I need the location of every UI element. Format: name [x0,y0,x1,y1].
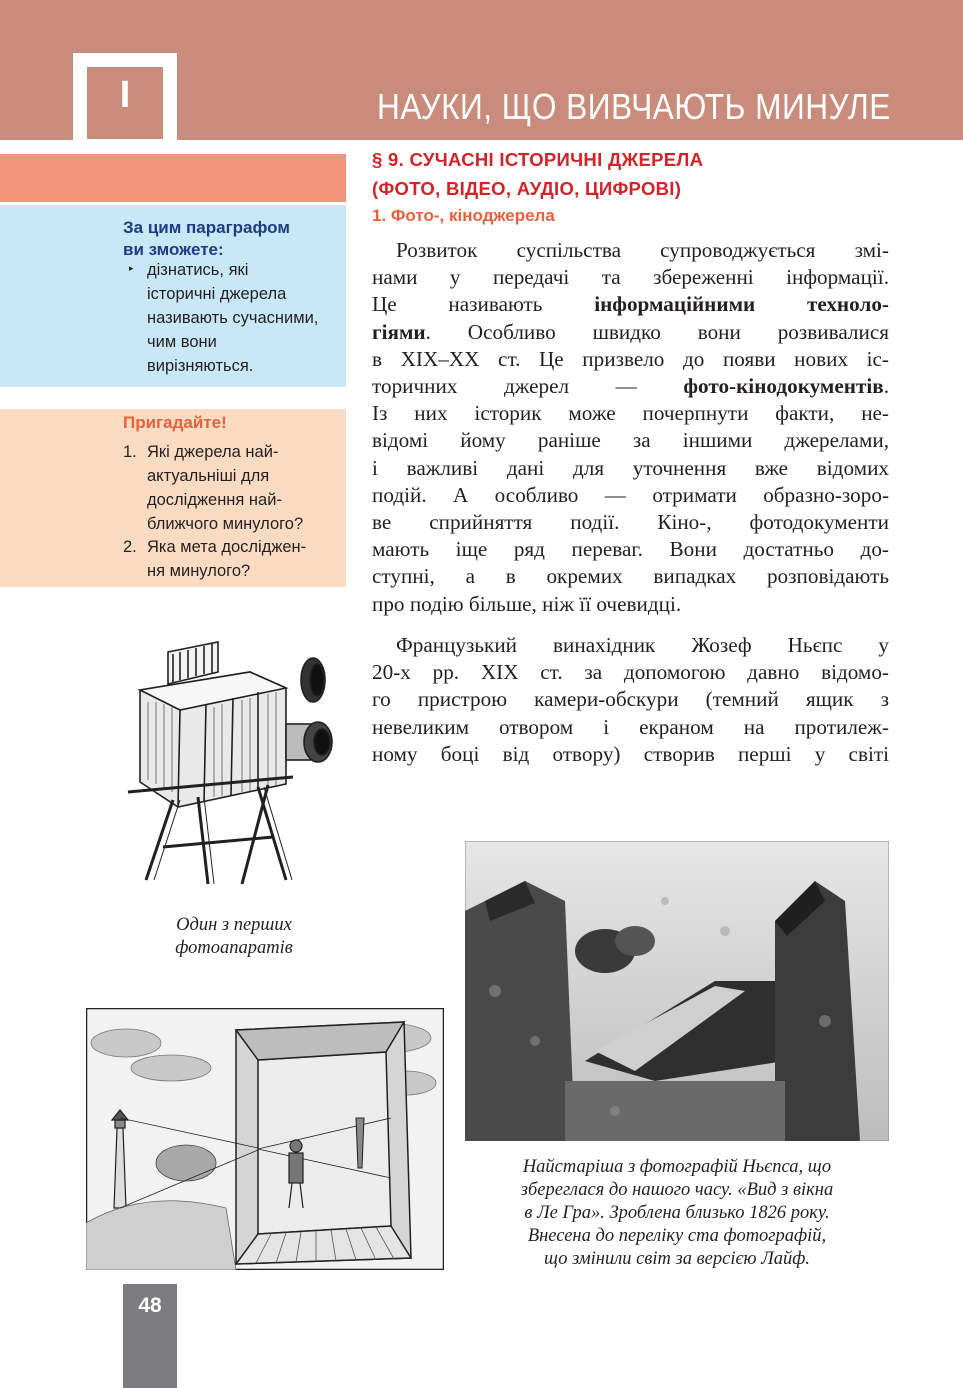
camera-caption: Один з перших фотоапаратів [175,915,293,958]
key-term: інформаційними техноло- [594,292,889,317]
goals-item: дізнатись, які історичні джерела називають сучасними, чим вони вирізняються. [147,261,319,375]
sidebar-accent-bar [0,154,346,202]
niepce-photograph [465,841,889,1141]
early-camera-illustration [118,632,350,894]
recall-box: Пригадайте! 1. Які джерела най- актуальніші для дослідження най- ближчого минулого? 2. Яка мета досліджен- ня минулого? [0,409,346,587]
key-term: фото-кінодокументів [683,374,884,399]
goals-title: За цим параграфом ви зможете: [123,218,290,259]
section-title: НАУКИ, ЩО ВИВЧАЮТЬ МИНУЛЕ [377,86,891,127]
page-number: 48 [138,1294,162,1317]
key-term: гіями [372,319,426,344]
subheading: 1. Фото-, кіноджерела [372,206,555,225]
bullet-icon: ▸ [129,263,134,273]
goals-box [0,205,346,387]
paragraph-title: § 9. СУЧАСНІ ІСТОРИЧНІ ДЖЕРЕЛА (ФОТО, ВІДЕО, АУДІО, ЦИФРОВІ) [372,149,704,199]
body-paragraph-2: Французький винахідник Жозеф Ньєпс у 20-х рр. XIX ст. за допомогою давно відомо- го пристрою камери-обскури (темний ящик з невеликим отвором і екраном на протилеж- ному боці від отвору) створив перші у світі [372,633,889,766]
niepce-photo-caption: Найстаріша з фотографій Ньєпса, що збереглася до нашого часу. «Вид з вікна в Ле Гра». Зроблена близько 1826 року. Внесена до переліку ста фотографій, що змінили світ за версією Лайф. [520,1157,834,1269]
recall-title: Пригадайте! [123,413,227,432]
camera-obscura-engraving [86,1008,444,1270]
body-paragraph-1: Розвиток суспільства супроводжується змі- нами у передачі та збереженні інформації. Це називають інформаційними техноло- гіями. Особливо швидко вони розвивалися в XIX–XX ст. Це призвело до появи нових іс- торичних джерел — фото-кінодокументів. Із них історик може почерпнути факти, не- відомі йому раніше за іншими джерелами, і важливі дані для уточнення вже відомих подій. А особливо — отримати образно-зоро- ве сприйняття події. Кіно-, фотодокументи мають іще ряд переваг. Вони достатньо до- ступні, а в окремих випадках розповідають про подію більше, ніж її очевидці. [372,238,889,616]
section-tab [73,53,177,153]
page-number-tab [123,1284,177,1388]
section-number: I [87,67,163,139]
